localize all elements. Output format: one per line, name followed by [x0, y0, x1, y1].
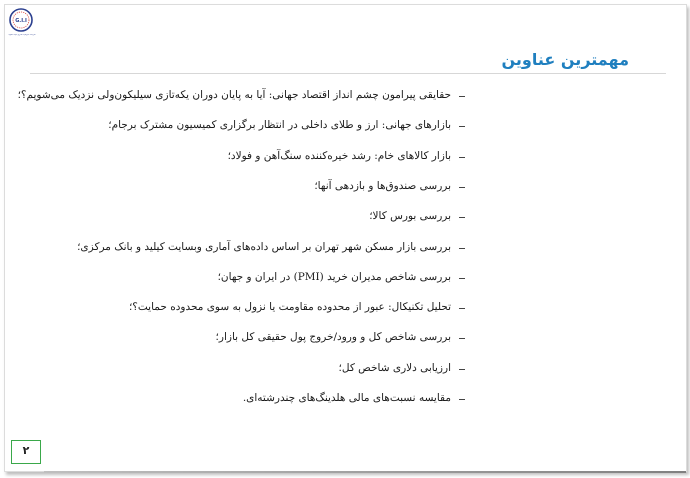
list-item [0, 149, 690, 172]
bullet-dash [459, 217, 465, 218]
bullet-dash [459, 96, 465, 97]
bullet-dash [459, 126, 465, 127]
svg-text:G.I.I: G.I.I [15, 18, 27, 24]
list-item-text: حقایقی پیرامون چشم انداز اقتصاد جهانی: آیا به پایان دوران یکه‌تازی سیلیکون‌ولی نزدیک می‌شویم؟؛ [17, 89, 451, 101]
title-divider [30, 73, 666, 74]
list-item-text: ارزیابی دلاری شاخص کل؛ [338, 361, 451, 374]
list-item-text: بررسی شاخص مدیران خرید (PMI) در ایران و جهان؛ [217, 270, 451, 283]
bullet-dash [459, 338, 465, 339]
list-item-text: بررسی شاخص کل و ورود/خروج پول حقیقی کل بازار؛ [215, 331, 451, 344]
list-item [0, 303, 690, 323]
list-item [0, 179, 690, 202]
page-number-box [11, 440, 41, 464]
bullet-dash [459, 157, 465, 158]
list-item-text: بازار کالاهای خام: رشد خیره‌کننده سنگ‌آهن و فولاد؛ [227, 149, 451, 162]
logo-caption: شرکت سرمایه گذاری آتیه دماوند [8, 34, 36, 36]
list-item [0, 333, 690, 353]
bullet-dash [459, 187, 465, 188]
list-item [0, 361, 690, 384]
list-item-text: بازارهای جهانی: ارز و طلای داخلی در انتظار برگزاری کمیسیون مشترک برجام؛ [108, 119, 451, 132]
list-item [0, 270, 690, 293]
bullet-dash [459, 248, 465, 249]
list-item [0, 121, 690, 141]
footer-divider [44, 471, 686, 473]
list-item-text: بررسی بازار مسکن شهر تهران بر اساس داده‌های آماری وبسایت کیلید و بانک مرکزی؛ [77, 240, 451, 253]
list-item [0, 394, 690, 414]
page-title: مهمترین عناوین [501, 50, 629, 69]
list-item [0, 91, 690, 111]
bullet-dash [459, 278, 465, 279]
page-number: ۲ [22, 444, 30, 457]
bullet-dash [459, 308, 465, 309]
list-item-text: مقایسه نسبت‌های مالی هلدینگ‌های چندرشته‌ای. [242, 392, 451, 404]
bullet-dash [459, 369, 465, 370]
list-item [0, 240, 690, 263]
list-item [0, 212, 690, 232]
company-logo-icon [9, 8, 33, 32]
bullet-dash [459, 399, 465, 400]
list-item-text: بررسی بورس کالا؛ [369, 210, 451, 223]
list-item-text: تحلیل تکنیکال: عبور از محدوده مقاومت یا نزول به سوی محدوده حمایت؟؛ [128, 301, 451, 314]
list-item-text: بررسی صندوق‌ها و بازدهی آنها؛ [314, 179, 451, 192]
